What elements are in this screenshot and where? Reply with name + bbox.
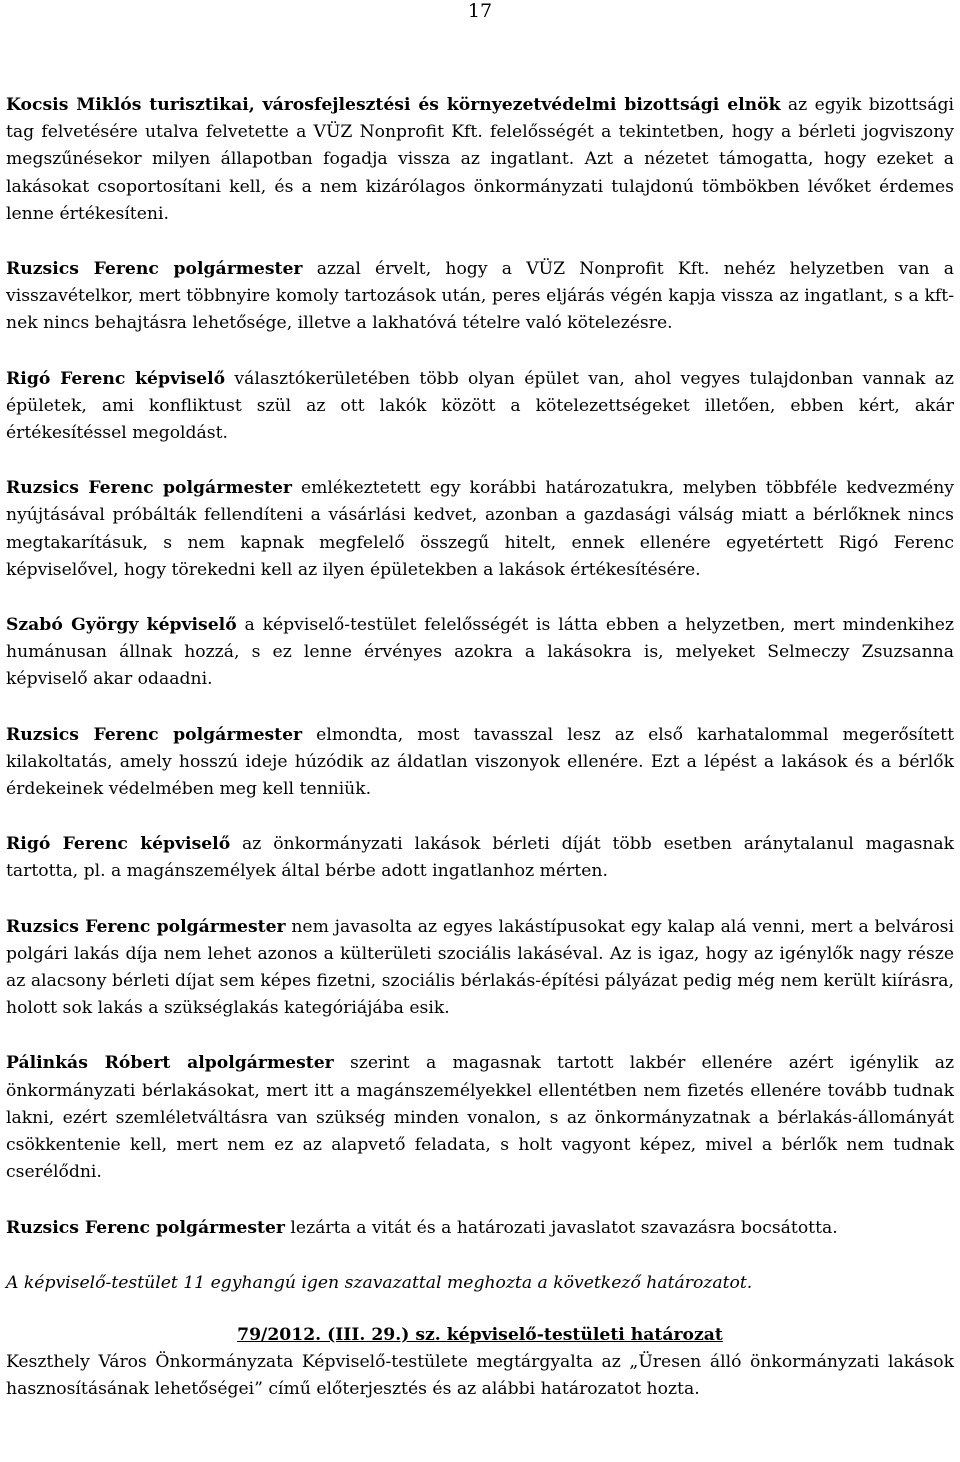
paragraph-text: lezárta a vitát és a határozati javaslatot szavazásra bocsátotta. xyxy=(284,1217,838,1238)
speaker-name: Pálinkás Róbert alpolgármester xyxy=(6,1053,334,1074)
speaker-name: Kocsis Miklós turisztikai, városfejlesztési és környezetvédelmi bizottsági elnök xyxy=(6,95,781,115)
resolution-title: 79/2012. (III. 29.) sz. képviselő-testületi határozat xyxy=(237,1324,723,1345)
speaker-name: Ruzsics Ferenc polgármester xyxy=(6,478,292,499)
paragraph-5 xyxy=(6,612,954,694)
paragraph-text: emlékeztetett egy korábbi határozatukra, melyben többféle kedvezmény nyújtásával próbálták fellendíteni a vásárlási kedvet, azonban a gazdasági válság miatt a bérlőknek nincs megtakarításuk, s nem kapnak megfelelő összegű hitelt, ennek ellenére egyetértett Rigó Ferenc képviselővel, hogy törekedni kell az ilyen épületekben a lakások értékesítésére. xyxy=(6,478,954,580)
paragraph-3 xyxy=(6,366,954,448)
paragraph-text: szerint a magasnak tartott lakbér ellenére azért igénylik az önkormányzati bérlakásokat, mert itt a magánszemélyekkel ellentétben nem fizetés ellenére tovább tudnak lakni, ezért szemléletváltásra van szükség minden vonalon, s az önkormányzatnak a bérlakás-állományát csökkentenie kell, mert nem ez az alapvető feladata, s holt vagyont képez, mivel a bérlők nem tudnak cserélődni. xyxy=(6,1053,955,1183)
paragraph-1 xyxy=(6,92,954,228)
paragraph-text: a képviselő-testület felelősségét is látta ebben a helyzetben, mert mindenkihez humánusan állnak hozzá, s ez lenne érvényes azokra a lakásokra is, melyeket Selmeczy Zsuzsanna képviselő akar odaadni. xyxy=(6,615,954,690)
paragraph-4 xyxy=(6,475,954,584)
paragraph-8 xyxy=(6,914,954,1023)
speaker-name: Rigó Ferenc képviselő xyxy=(6,368,226,389)
speaker-name: Szabó György képviselő xyxy=(6,615,237,636)
speaker-name: Ruzsics Ferenc polgármester xyxy=(6,916,286,937)
vote-result: A képviselő-testület 11 egyhangú igen szavazattal meghozta a következő határozatot. xyxy=(6,1272,753,1293)
speaker-name: Ruzsics Ferenc polgármester xyxy=(6,259,303,280)
speaker-name: Ruzsics Ferenc polgármester xyxy=(6,1217,285,1238)
resolution-text: Keszthely Város Önkormányzata Képviselő-testülete megtárgyalta az „Üresen álló önkormányzati lakások hasznosításának lehetőségei” című előterjesztés és az alábbi határozatot hozta. xyxy=(6,1352,954,1400)
paragraph-7 xyxy=(6,831,954,885)
paragraph-text: választókerületében több olyan épület van, ahol vegyes tulajdonban vannak az épületek, ami konfliktust szül az ott lakók között a kötelezettségeket illetően, ebben kért, akár értékesítéssel megoldást. xyxy=(6,368,954,444)
paragraph-9 xyxy=(6,1050,954,1186)
speaker-name: Rigó Ferenc képviselő xyxy=(6,834,231,855)
paragraph-6 xyxy=(6,722,954,804)
paragraph-text: az önkormányzati lakások bérleti díját több esetben aránytalanul magasnak tartotta, pl. a magánszemélyek által bérbe adott ingatlanhoz mérten. xyxy=(6,834,954,882)
speaker-name: Ruzsics Ferenc polgármester xyxy=(6,724,303,745)
paragraph-text: elmondta, most tavasszal lesz az első karhatalommal megerősített kilakoltatás, amely hosszú ideje húzódik az áldatlan viszonyok ellenére. Ezt a lépést a lakások és a bérlők érdekeinek védelmében meg kell tenniük. xyxy=(6,724,954,800)
paragraph-text: az egyik bizottsági tag felvetésére utalva felvetette a VÜZ Nonprofit Kft. felelősségét a tekintetben, hogy a bérleti jogviszony megszűnésekor milyen állapotban fogadja vissza az ingatlant. Azt a nézetet támogatta, hogy ezeket a lakásokat csoportosítani kell, és a nem kizárólagos önkormányzati tulajdonú tömbökben lévőket érdemes lenne értékesíteni. xyxy=(6,95,954,224)
document-body xyxy=(6,92,954,1404)
paragraph-10 xyxy=(6,1215,954,1242)
paragraph-2 xyxy=(6,256,954,338)
paragraph-text: nem javasolta az egyes lakástípusokat egy kalap alá venni, mert a belvárosi polgári lakás díja nem lehet azonos a külterületi szociális lakáséval. Az is igaz, hogy az igénylők nagy része az alacsony bérleti díjat sem képes fizetni, szociális bérlakás-építési pályázat pedig még nem került kiírásra, holott sok lakás a szükséglakás kategóriájába esik. xyxy=(6,916,954,1019)
paragraph-text: azzal érvelt, hogy a VÜZ Nonprofit Kft. nehéz helyzetben van a visszavételkor, mert többnyire komoly tartozások után, peres eljárás végén kapja vissza az ingatlant, s a kft-nek nincs behajtásra lehetősége, illetve a lakhatóvá tételre való kötelezésre. xyxy=(6,259,955,334)
page-number: 17 xyxy=(467,0,493,22)
